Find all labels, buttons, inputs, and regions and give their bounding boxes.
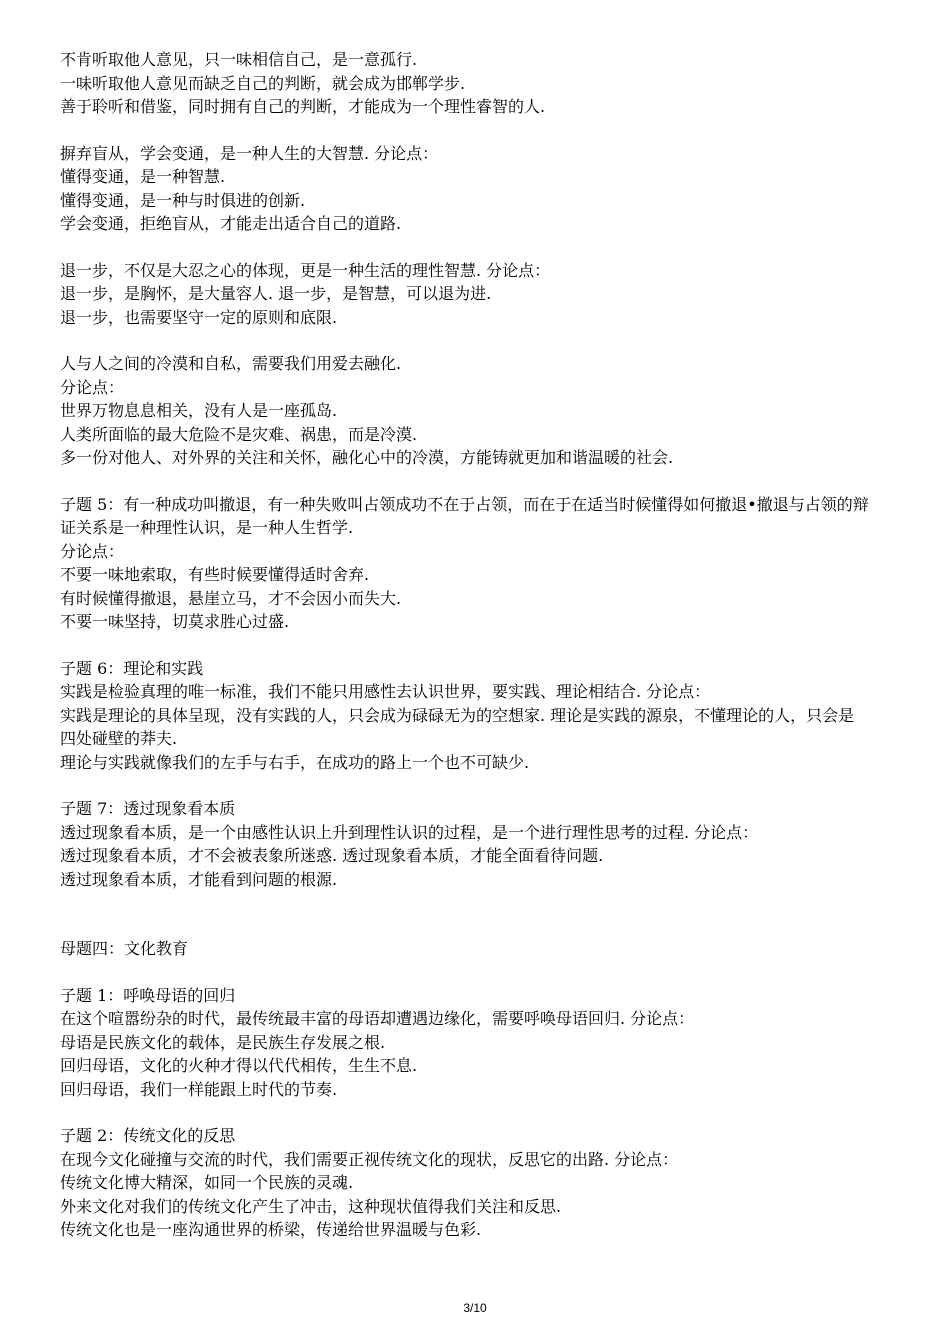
text-line: 透过现象看本质，才能看到问题的根源. [60,869,338,889]
text-line: 在这个喧嚣纷杂的时代，最传统最丰富的母语却遭遇边缘化，需要呼唤母语回归. 分论点： [60,1009,695,1028]
text-line: 透过现象看本质，是一个由感性认识上升到理性认识的过程，是一个进行理性思考的过程. 分论点： [60,822,759,842]
text-line: 懂得变通，是一种智慧. [60,167,226,186]
text-line: 回归母语，我们一样能跟上时代的节奏. [60,1079,338,1099]
text-line: 学会变通，拒绝盲从，才能走出适合自己的道路. [60,214,402,233]
subtopic-heading: 子题 5：有一种成功叫撤退，有一种失败叫占领成功不在于占领，而在于在适当时候懂得如何撤退•撤退与占领的辩证关系是一种理性认识，是一种人生哲学. [60,494,869,537]
text-line: 一味听取他人意见而缺乏自己的判断，就会成为邯郸学步. [60,73,466,93]
subtopic-heading: 子题 1：呼唤母语的回归 [60,985,236,1005]
text-line: 懂得变通，是一种与时俱进的创新. [60,190,306,210]
text-line: 退一步，不仅是大忍之心的体现，更是一种生活的理性智慧. 分论点： [60,260,551,280]
text-line: 传统文化也是一座沟通世界的桥梁，传递给世界温暖与色彩. [60,1220,482,1239]
text-line: 回归母语，文化的火种才得以代代相传，生生不息. [60,1056,418,1075]
text-line: 人与人之间的冷漠和自私，需要我们用爱去融化. [60,354,402,373]
page-number: 3/10 [463,1301,487,1315]
text-line: 外来文化对我们的传统文化产生了冲击，这种现状值得我们关注和反思. [60,1196,562,1216]
text-line: 退一步，是胸怀，是大量容人. 退一步，是智慧，可以退为进. [60,284,492,303]
text-line: 摒弃盲从，学会变通，是一种人生的大智慧. 分论点： [60,143,439,163]
text-line: 实践是检验真理的唯一标准，我们不能只用感性去认识世界，要实践、理论相结合. 分论点： [60,682,711,701]
text-line: 理论与实践就像我们的左手与右手，在成功的路上一个也不可缺少. [60,752,530,772]
text-line: 世界万物息息相关，没有人是一座孤岛. [60,401,338,420]
subtopic-heading: 子题 2：传统文化的反思 [60,1126,236,1145]
subtopic-block [60,493,870,634]
text-line: 退一步，也需要坚守一定的原则和底限. [60,307,338,327]
text-line: 善于聆听和借鉴，同时拥有自己的判断，才能成为一个理性睿智的人. [60,97,546,116]
main-topic-block [60,937,870,961]
paragraph-block [60,48,870,119]
subtopic-block [60,1124,870,1242]
subtopic-heading: 子题 6：理论和实践 [60,658,204,678]
text-line: 多一份对他人、对外界的关注和关怀，融化心中的冷漠，方能铸就更加和谐温暖的社会. [60,448,674,467]
text-line: 有时候懂得撤退，悬崖立马，才不会因小而失大. [60,588,402,608]
subtopic-block [60,657,870,775]
text-line: 透过现象看本质，才不会被表象所迷惑. 透过现象看本质，才能全面看待问题. [60,846,604,865]
paragraph-block [60,142,870,236]
paragraph-block [60,352,870,470]
text-line: 实践是理论的具体呈现，没有实践的人，只会成为碌碌无为的空想家. 理论是实践的源泉，不懂理论的人，只会是四处碰壁的莽夫. [60,705,855,748]
text-line: 传统文化博大精深，如同一个民族的灵魂. [60,1173,354,1192]
text-line: 不要一味地索取，有些时候要懂得适时舍弃. [60,565,370,584]
subtopic-heading: 子题 7：透过现象看本质 [60,799,236,818]
text-line: 在现今文化碰撞与交流的时代，我们需要正视传统文化的现状，反思它的出路. 分论点： [60,1149,679,1169]
subtopic-block [60,797,870,891]
subtopic-block [60,984,870,1102]
main-topic-heading: 母题四：文化教育 [60,939,189,958]
text-line: 分论点： [60,377,125,397]
document-body [60,48,870,1265]
text-line: 分论点： [60,541,125,561]
text-line: 人类所面临的最大危险不是灾难、祸患，而是冷漠. [60,424,418,444]
paragraph-block [60,259,870,330]
text-line: 不要一味坚持，切莫求胜心过盛. [60,612,290,631]
text-line: 母语是民族文化的载体，是民族生存发展之根. [60,1032,386,1052]
text-line: 不肯听取他人意见，只一味相信自己，是一意孤行. [60,50,418,69]
